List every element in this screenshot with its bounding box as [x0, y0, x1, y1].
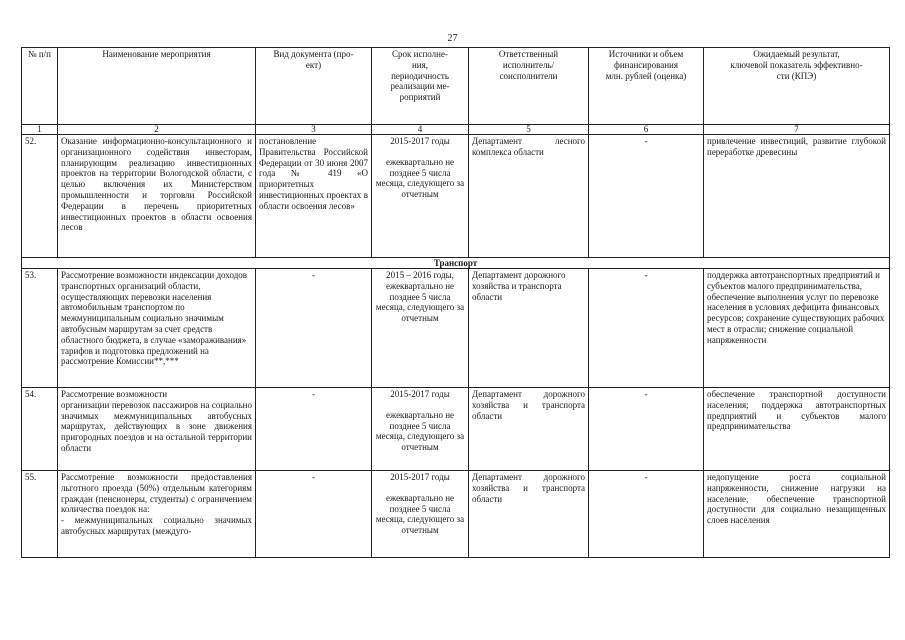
section-title: Транспорт	[22, 258, 890, 269]
row-term	[372, 269, 469, 388]
row-term	[372, 135, 469, 258]
page-number: 27	[447, 33, 458, 44]
row-responsible: Департамент дорожного хозяйства и транспорта области	[469, 471, 589, 558]
row-result: недопущение роста социальной напряженности, снижение нагрузки на население, обеспечение транспортной доступности для социально незащищенных слоев населения	[704, 471, 890, 558]
row-name-lead: Рассмотрение возможности	[61, 389, 168, 399]
row-term-frequency: ежеквартально не позднее 5 числа месяца, следующего за отчетным	[375, 409, 465, 453]
column-number: 1	[22, 125, 58, 135]
header-finance: Источники и объем финансирования млн. рублей (оценка)	[589, 48, 704, 125]
row-finance: -	[589, 135, 704, 258]
row-responsible: Департамент лесного комплекса области	[469, 135, 589, 258]
row-doc: -	[256, 471, 372, 558]
column-number: 3	[256, 125, 372, 135]
header-doc: Вид документа (про- ект)	[256, 48, 372, 125]
row-name-lead: Рассмотрение возможности предоставления льготного проезда (50%) отдельным категориям граждан (пенсионеры, студенты) с ограничением количества поездок на:	[61, 472, 252, 515]
row-responsible: Департамент дорожного хозяйства и транспорта области	[469, 269, 589, 388]
row-name-rest: организации перевозок пассажиров на социально значимых межмуниципальных автобусных маршрутах, действующих в зоне движения пригородных поездов и на остальной территории области	[61, 399, 252, 453]
row-result: поддержка автотранспортных предприятий и субъектов малого предпринимательства, обеспечение выполнения услуг по перевозке населения в условиях дефицита финансовых ресурсов; сохранение существующих рабочих мест в отрасли; снижение социальной напряженности	[704, 269, 890, 388]
row-term-period: 2015 – 2016 годы,	[386, 270, 454, 280]
row-finance: -	[589, 471, 704, 558]
row-doc: -	[256, 269, 372, 388]
row-term-frequency: ежеквартально не позднее 5 числа месяца, следующего за отчетным	[375, 156, 465, 200]
row-name	[58, 471, 256, 558]
table-row	[22, 471, 890, 558]
row-term-period: 2015-2017 годы	[390, 136, 450, 146]
row-term	[372, 388, 469, 471]
row-num: 54.	[22, 388, 58, 471]
row-name: Рассмотрение возможности индексации доходов транспортных организаций области, осуществляющих перевозки населения автомобильным транспортом по межмуниципальным социально значимым автобусным маршрутам за счет средств областного бюджета, в случае «замораживания» тарифов и подготовка предложений на рассмотрение Комиссии**,***	[58, 269, 256, 388]
row-doc: -	[256, 388, 372, 471]
row-term-period: 2015-2017 годы	[390, 472, 450, 482]
header-responsible: Ответственный исполнитель/ соисполнители	[469, 48, 589, 125]
row-num: 52.	[22, 135, 58, 258]
section-row	[22, 258, 890, 269]
row-finance: -	[589, 269, 704, 388]
header-term: Срок исполне- ния, периодичность реализации ме- роприятий	[372, 48, 469, 125]
table-row	[22, 388, 890, 471]
column-number: 6	[589, 125, 704, 135]
header-num: № п/п	[22, 48, 58, 125]
row-name-rest: - межмуниципальных социально значимых автобусных маршрутах (междуго-	[61, 515, 252, 536]
row-num: 53.	[22, 269, 58, 388]
row-finance: -	[589, 388, 704, 471]
row-responsible: Департамент дорожного хозяйства и транспорта области	[469, 388, 589, 471]
column-number: 4	[372, 125, 469, 135]
column-number: 7	[704, 125, 890, 135]
column-number-row	[22, 125, 890, 135]
measures-table	[21, 47, 890, 558]
table-row	[22, 269, 890, 388]
row-term-frequency: ежеквартально не позднее 5 числа месяца, следующего за отчетным	[375, 492, 465, 536]
header-name: Наименование мероприятия	[58, 48, 256, 125]
row-name	[58, 388, 256, 471]
header-result: Ожидаемый результат, ключевой показатель эффективно- сти (КПЭ)	[704, 48, 890, 125]
row-result: обеспечение транспортной доступности населения; поддержка автотранспортных предприятий и субъектов малого предпринимательства	[704, 388, 890, 471]
column-number: 5	[469, 125, 589, 135]
row-num: 55.	[22, 471, 58, 558]
row-term-period: 2015-2017 годы	[390, 389, 450, 399]
header-row	[22, 48, 890, 125]
column-number: 2	[58, 125, 256, 135]
row-term-frequency: ежеквартально не позднее 5 числа месяца, следующего за отчетным	[375, 280, 465, 324]
table-row	[22, 135, 890, 258]
row-doc: постановление Правительства Российской Федерации от 30 июня 2007 года № 419 «О приоритетных инвестиционных проектах в области освоения лесов»	[256, 135, 372, 258]
row-name: Оказание информационно-консультационного и организационного содействия инвесторам, планирующим реализацию инвестиционных проектов на территории Вологодской области, с целью включения их Министерством промышленности и торговли Российской Федерации в перечень приоритетных инвестиционных проектов в области освоения лесов	[58, 135, 256, 258]
row-term	[372, 471, 469, 558]
row-result: привлечение инвестиций, развитие глубокой переработке древесины	[704, 135, 890, 258]
